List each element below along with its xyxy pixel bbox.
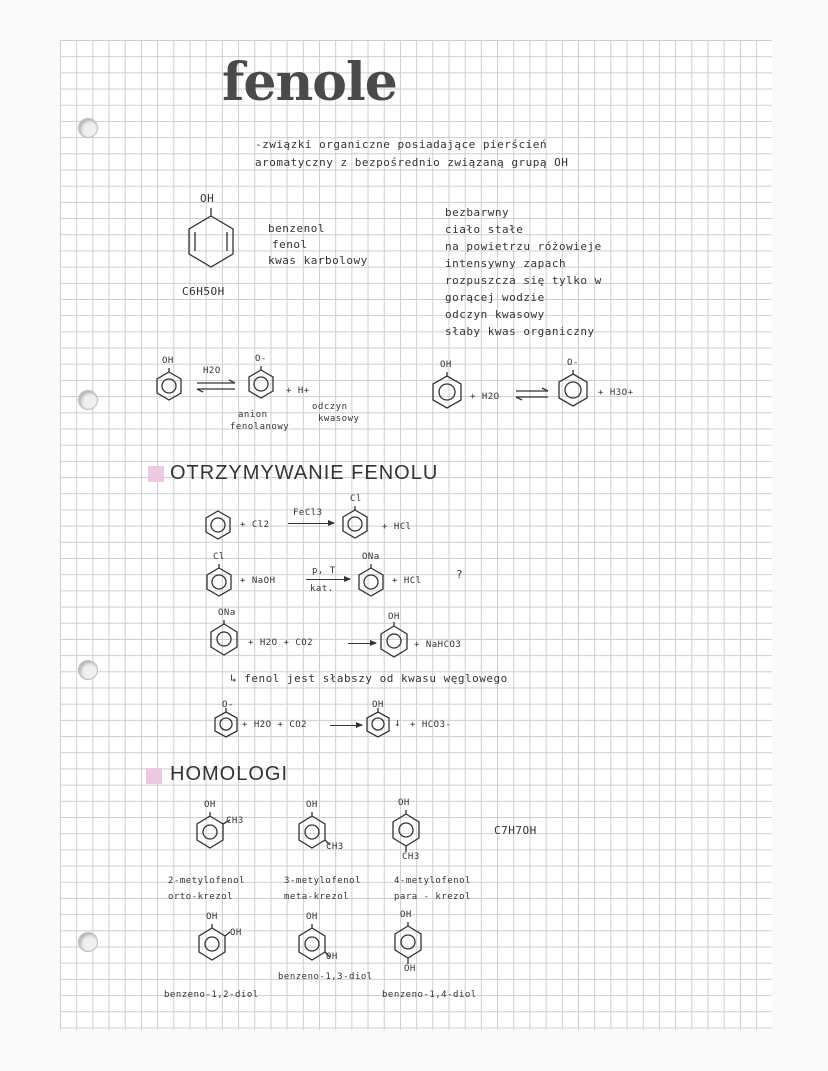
reagent-label: + H2O + CO2 xyxy=(242,720,308,730)
product-label: + HCO3- xyxy=(410,720,452,730)
product-label: + HCl xyxy=(392,576,422,586)
benzene-ring-icon xyxy=(206,564,232,598)
hydroquinone-structure-icon xyxy=(394,922,424,968)
substituent-label: Cl xyxy=(213,552,225,562)
phenol-name: benzenol xyxy=(268,222,325,235)
reaction-arrow-icon xyxy=(330,725,362,726)
phenol-name: fenol xyxy=(272,238,308,251)
benzene-ring-icon xyxy=(558,370,588,408)
reaction-arrow-icon xyxy=(288,523,334,524)
methyl-label: CH3 xyxy=(402,852,420,862)
compound-name: 2-metylofenol xyxy=(168,876,245,886)
heading-marker xyxy=(148,466,164,482)
equilibrium-arrow-icon xyxy=(514,388,550,400)
reagent-label: + H2O xyxy=(470,392,500,402)
oh-label: OH xyxy=(200,192,215,205)
anion-label: O- xyxy=(567,358,579,368)
phenol-structure-icon xyxy=(186,208,236,266)
reagent-label: + Cl2 xyxy=(240,520,270,530)
substituent-label: OH xyxy=(372,700,384,710)
compound-name: meta-krezol xyxy=(284,892,350,902)
reagent-label: H2O xyxy=(203,366,221,376)
product-label: + H3O+ xyxy=(598,388,634,398)
substituent-label: OH xyxy=(388,612,400,622)
homolog-formula: C7H7OH xyxy=(494,824,537,837)
compound-name: benzeno-1,3-diol xyxy=(278,972,373,982)
note-label: anion xyxy=(238,410,268,420)
property-item: na powietrzu różowieje xyxy=(445,240,602,253)
property-item: odczyn kwasowy xyxy=(445,308,545,321)
product-label: + HCl xyxy=(382,522,412,532)
methyl-label: CH3 xyxy=(326,842,344,852)
orto-cresol-structure-icon xyxy=(196,812,228,852)
oh-label: OH xyxy=(400,910,412,920)
oh-label: OH xyxy=(162,356,174,366)
punch-hole xyxy=(78,660,98,680)
substituent-label: ONa xyxy=(218,608,236,618)
benzene-ring-icon xyxy=(210,620,238,656)
definition-line: aromatyczny z bezpośrednio związaną grupą OH xyxy=(255,156,569,169)
oh-label: OH xyxy=(306,912,318,922)
oh-label: OH xyxy=(230,928,242,938)
phenol-name: kwas karbolowy xyxy=(268,254,368,267)
compound-name: benzeno-1,4-diol xyxy=(382,990,477,1000)
phenol-formula: C6H5OH xyxy=(182,285,225,298)
anion-label: O- xyxy=(222,700,234,710)
property-item: bezbarwny xyxy=(445,206,510,219)
oh-label: OH xyxy=(206,912,218,922)
note-label: fenolanowy xyxy=(230,422,290,432)
benzene-ring-icon xyxy=(432,372,462,410)
oh-label: OH xyxy=(326,952,338,962)
oh-label: OH xyxy=(398,798,410,808)
note-label: odczyn xyxy=(312,402,348,412)
catalyst-label: p, T xyxy=(312,566,336,576)
methyl-label: CH3 xyxy=(226,816,244,826)
anion-label: O- xyxy=(255,354,267,364)
benzene-ring-icon xyxy=(156,368,182,402)
product-label: + H+ xyxy=(286,386,310,396)
benzene-ring-icon xyxy=(205,510,231,540)
question-mark: ? xyxy=(456,568,464,581)
catalyst-label: FeCl3 xyxy=(293,508,323,518)
product-label: + NaHCO3 xyxy=(414,640,462,650)
punch-hole xyxy=(78,390,98,410)
punch-hole xyxy=(78,118,98,138)
equilibrium-arrow-icon xyxy=(195,380,237,392)
oh-label: OH xyxy=(404,964,416,974)
reaction-arrow-icon xyxy=(348,643,376,644)
note-label: kwasowy xyxy=(318,414,360,424)
punch-hole xyxy=(78,932,98,952)
compound-name: orto-krezol xyxy=(168,892,234,902)
property-item: rozpuszcza się tylko w xyxy=(445,274,602,287)
reagent-label: + NaOH xyxy=(240,576,276,586)
precipitate-arrow: ↓ xyxy=(394,716,402,729)
benzene-ring-icon xyxy=(248,366,274,400)
substituent-label: Cl xyxy=(350,494,362,504)
property-item: ciało stałe xyxy=(445,223,524,236)
oh-label: OH xyxy=(440,360,452,370)
compound-name: para - krezol xyxy=(394,892,471,902)
reaction-arrow-icon xyxy=(306,579,350,580)
oh-label: OH xyxy=(204,800,216,810)
reagent-label: + H2O + CO2 xyxy=(248,638,314,648)
compound-name: benzeno-1,2-diol xyxy=(164,990,259,1000)
benzene-ring-icon xyxy=(380,622,408,658)
property-item: słaby kwas organiczny xyxy=(445,325,595,338)
benzene-ring-icon xyxy=(358,564,384,598)
compound-name: 3-metylofenol xyxy=(284,876,361,886)
catalyst-label: kat. xyxy=(310,584,334,594)
section-heading: HOMOLOGI xyxy=(170,763,289,785)
benzene-ring-icon xyxy=(214,708,238,738)
property-item: intensywny zapach xyxy=(445,257,567,270)
oh-label: OH xyxy=(306,800,318,810)
benzene-ring-icon xyxy=(342,506,368,540)
catechol-structure-icon xyxy=(198,924,230,964)
section-heading: OTRZYMYWANIE FENOLU xyxy=(170,462,439,484)
page-title: fenole xyxy=(222,52,397,113)
para-cresol-structure-icon xyxy=(392,810,422,856)
definition-line: -związki organiczne posiadające pierścień xyxy=(255,138,548,151)
property-item: gorącej wodzie xyxy=(445,291,545,304)
heading-marker xyxy=(146,768,162,784)
compound-name: 4-metylofenol xyxy=(394,876,471,886)
benzene-ring-icon xyxy=(366,708,390,738)
note-line: ↳ fenol jest słabszy od kwasu węglowego xyxy=(230,672,508,685)
substituent-label: ONa xyxy=(362,552,380,562)
